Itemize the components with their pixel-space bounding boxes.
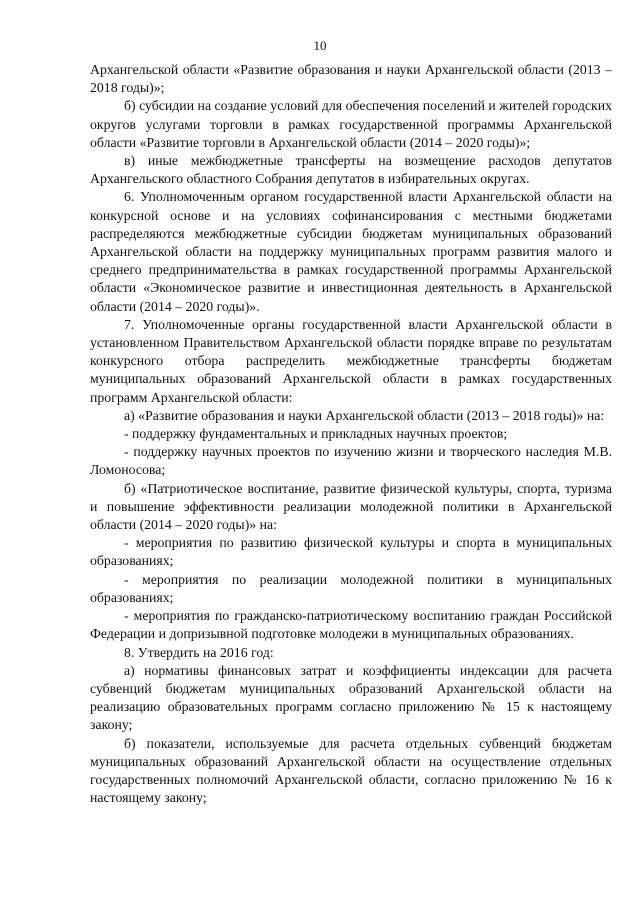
- paragraph: - мероприятия по реализации молодежной политики в муниципальных образованиях;: [90, 571, 612, 605]
- paragraph: в) иные межбюджетные трансферты на возмещение расходов депутатов Архангельского областного Собрания депутатов в избирательных округах.: [90, 153, 612, 187]
- paragraph: б) «Патриотическое воспитание, развитие физической культуры, спорта, туризма и повышение эффективности реализации молодежной политики в Архангельской области (2014 – 2020 годы)» на:: [90, 480, 612, 533]
- document-body: [90, 61, 612, 807]
- paragraph: - поддержку научных проектов по изучению жизни и творческого наследия М.В. Ломоносова;: [90, 444, 612, 478]
- paragraph: б) показатели, используемые для расчета отдельных субвенций бюджетам муниципальных образований Архангельской области на осуществление отдельных государственных полномочий Архангельской области, согласно приложению № 16 к настоящему закону;: [90, 735, 612, 806]
- paragraph: Архангельской области «Развитие образования и науки Архангельской области (2013 – 2018 годы)»;: [90, 62, 612, 96]
- paragraph: - поддержку фундаментальных и прикладных научных проектов;: [124, 426, 508, 442]
- paragraph: 6. Уполномоченным органом государственной власти Архангельской области на конкурсной основе и на условиях софинансирования с местными бюджетами распределяются межбюджетные субсидии бюджетам муниципальных образований Архангельской области на поддержку муниципальных программ развития малого и среднего предпринимательства в рамках государственной программы Архангельской области «Экономическое развитие и инвестиционная деятельность в Архангельской области (2014 – 2020 годы)».: [90, 189, 612, 314]
- paragraph: б) субсидии на создание условий для обеспечения поселений и жителей городских округов услугами торговли в рамках государственной программы Архангельской области «Развитие торговли в Архангельской области (2014 – 2020 годы)»;: [90, 98, 612, 150]
- paragraph: - мероприятия по развитию физической культуры и спорта в муниципальных образованиях;: [90, 535, 612, 569]
- paragraph: 7. Уполномоченные органы государственной власти Архангельской области в установленном Правительством Архангельской области порядке вправе по результатам конкурсного отбора распределить межбюджетные трансферты бюджетам муниципальных образований Архангельской области в рамках государственных программ Архангельской области:: [90, 316, 612, 405]
- page-number: 10: [313, 38, 327, 53]
- paragraph: а) нормативы финансовых затрат и коэффициенты индексации для расчета субвенций бюджетам муниципальных образований Архангельской области на реализацию образовательных программ согласно приложению № 15 к настоящему закону;: [90, 662, 612, 733]
- paragraph: - мероприятия по гражданско-патриотическому воспитанию граждан Российской Федерации и допризывной подготовке молодежи в муниципальных образованиях.: [90, 608, 612, 642]
- paragraph: 8. Утвердить на 2016 год:: [124, 644, 274, 660]
- paragraph: а) «Развитие образования и науки Архангельской области (2013 – 2018 годы)» на:: [124, 407, 605, 423]
